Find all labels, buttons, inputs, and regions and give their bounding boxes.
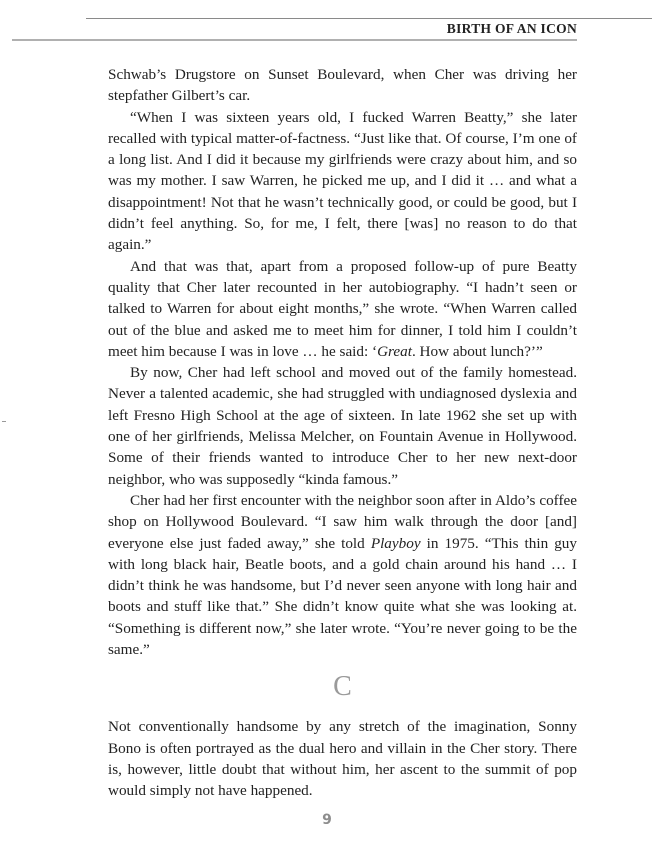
- text-run: “When I was sixteen years old, I fucked Warren Beatty,” she later recalled with typical matter-of-factness. “Just like that. Of course, I’m one of a long list. And I did it because my girlfriends were crazy about him, and so was my mother. I saw Warren, he picked me up, and I did it … and what a disappointment! Not that he wasn’t technically good, or could be good, but I didn’t feel anything. So, for me, I felt, there [was] no reason to do that again.”: [108, 108, 577, 254]
- paragraph: [108, 362, 577, 490]
- running-head-title: BIRTH OF AN ICON: [446, 21, 577, 36]
- text-run: And that was that, apart from a proposed follow-up of pure Beatty quality that Cher later recounted in her autobiography. “I hadn’t seen or talked to Warren for about eight months,” she wrote. “When Warren called out of the blue and asked me to meet him for dinner, I told him I couldn’t meet him because I was in love … he said: ‘: [108, 257, 577, 360]
- section-after-break: [108, 716, 577, 801]
- italic-title: Playboy: [370, 534, 421, 552]
- paragraph: [108, 256, 577, 362]
- section-before-break: [108, 64, 577, 660]
- body-text: [108, 64, 577, 802]
- paragraph: [108, 716, 577, 801]
- text-run: Cher had her first encounter with the neighbor soon after in Aldo’s coffee shop on Hollywood Boulevard. “I saw him walk through the door [and] everyone else just faded away,” she told: [108, 491, 577, 552]
- header-rule-top: [86, 18, 652, 19]
- italic-title: Great: [377, 342, 412, 360]
- text-run: . How about lunch?’”: [411, 342, 543, 360]
- header-rule-bottom: [12, 39, 577, 41]
- paragraph: [108, 107, 577, 256]
- page-number: 9: [322, 812, 332, 828]
- text-run: By now, Cher had left school and moved out of the family homestead. Never a talented academic, she had struggled with undiagnosed dyslexia and left Fresno High School at the age of sixteen. In late 1962 she set up with one of her girlfriends, Melissa Melcher, on Fountain Avenue in Hollywood. Some of their friends wanted to introduce Cher to her new next-door neighbor, who was supposedly “kinda famous.”: [108, 364, 577, 488]
- text-run: Not conventionally handsome by any stretch of the imagination, Sonny Bono is often portrayed as the dual hero and villain in the Cher story. There is, however, little doubt that without him, her ascent to the summit of pop would simply not have happened.: [108, 718, 577, 800]
- paragraph: [108, 64, 577, 107]
- text-run: in 1975. “This thin guy with long black hair, Beatle boots, and a gold chain around his hand … I didn’t think he was handsome, but I’d never seen anyone with long hair and boots and stuff like that.” She didn’t know quite what she was looking at. “Something is different now,” she later wrote. “You’re never going to be the same.”: [108, 534, 577, 659]
- text-run: Schwab’s Drugstore on Sunset Boulevard, when Cher was driving her stepfather Gilbert’s car.: [108, 66, 577, 105]
- margin-mark: [2, 421, 6, 422]
- scene-break-ornament: C: [333, 671, 352, 703]
- paragraph: [108, 490, 577, 660]
